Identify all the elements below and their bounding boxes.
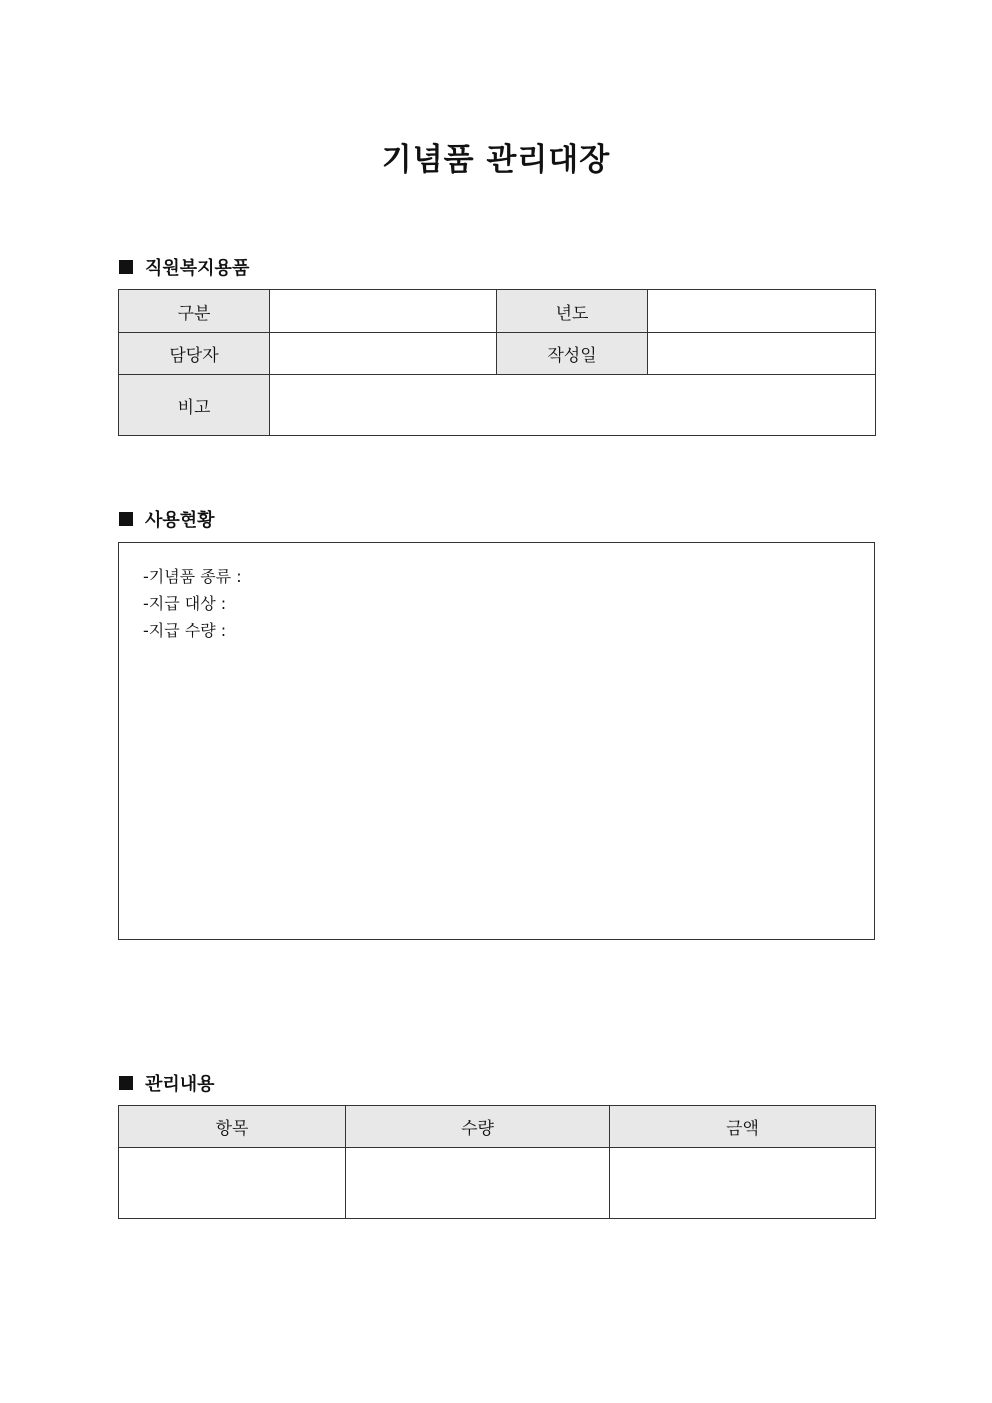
section-heading-text: 사용현황 xyxy=(145,510,215,531)
year-field[interactable] xyxy=(648,290,876,333)
label-manager: 담당자 xyxy=(119,333,270,375)
usage-status-box[interactable] xyxy=(118,542,875,940)
amount-cell[interactable] xyxy=(610,1148,876,1219)
usage-line-souvenir-type: -기념품 종류 : xyxy=(143,567,242,586)
bullet-square-icon xyxy=(119,512,133,526)
column-header-amount: 금액 xyxy=(610,1106,876,1148)
label-date: 작성일 xyxy=(497,333,648,375)
table-row xyxy=(119,1148,876,1219)
remarks-field[interactable] xyxy=(270,375,876,436)
column-header-quantity: 수량 xyxy=(346,1106,610,1148)
manager-field[interactable] xyxy=(270,333,497,375)
management-table xyxy=(118,1105,876,1219)
usage-line-quantity: -지급 수량 : xyxy=(143,621,227,640)
section-heading-management xyxy=(119,1070,215,1096)
bullet-square-icon xyxy=(119,260,133,274)
column-header-item: 항목 xyxy=(119,1106,346,1148)
section-heading-text: 관리내용 xyxy=(145,1074,215,1095)
item-cell[interactable] xyxy=(119,1148,346,1219)
date-field[interactable] xyxy=(648,333,876,375)
bullet-square-icon xyxy=(119,1076,133,1090)
welfare-info-table xyxy=(118,289,876,436)
usage-line-recipients: -지급 대상 : xyxy=(143,594,227,613)
section-heading-text: 직원복지용품 xyxy=(145,258,250,279)
label-remarks: 비고 xyxy=(119,375,270,436)
category-field[interactable] xyxy=(270,290,497,333)
quantity-cell[interactable] xyxy=(346,1148,610,1219)
section-heading-employee-welfare xyxy=(119,254,249,280)
label-category: 구분 xyxy=(119,290,270,333)
section-heading-usage-status xyxy=(119,506,215,532)
label-year: 년도 xyxy=(497,290,648,333)
document-title: 기념품 관리대장 xyxy=(381,142,611,178)
